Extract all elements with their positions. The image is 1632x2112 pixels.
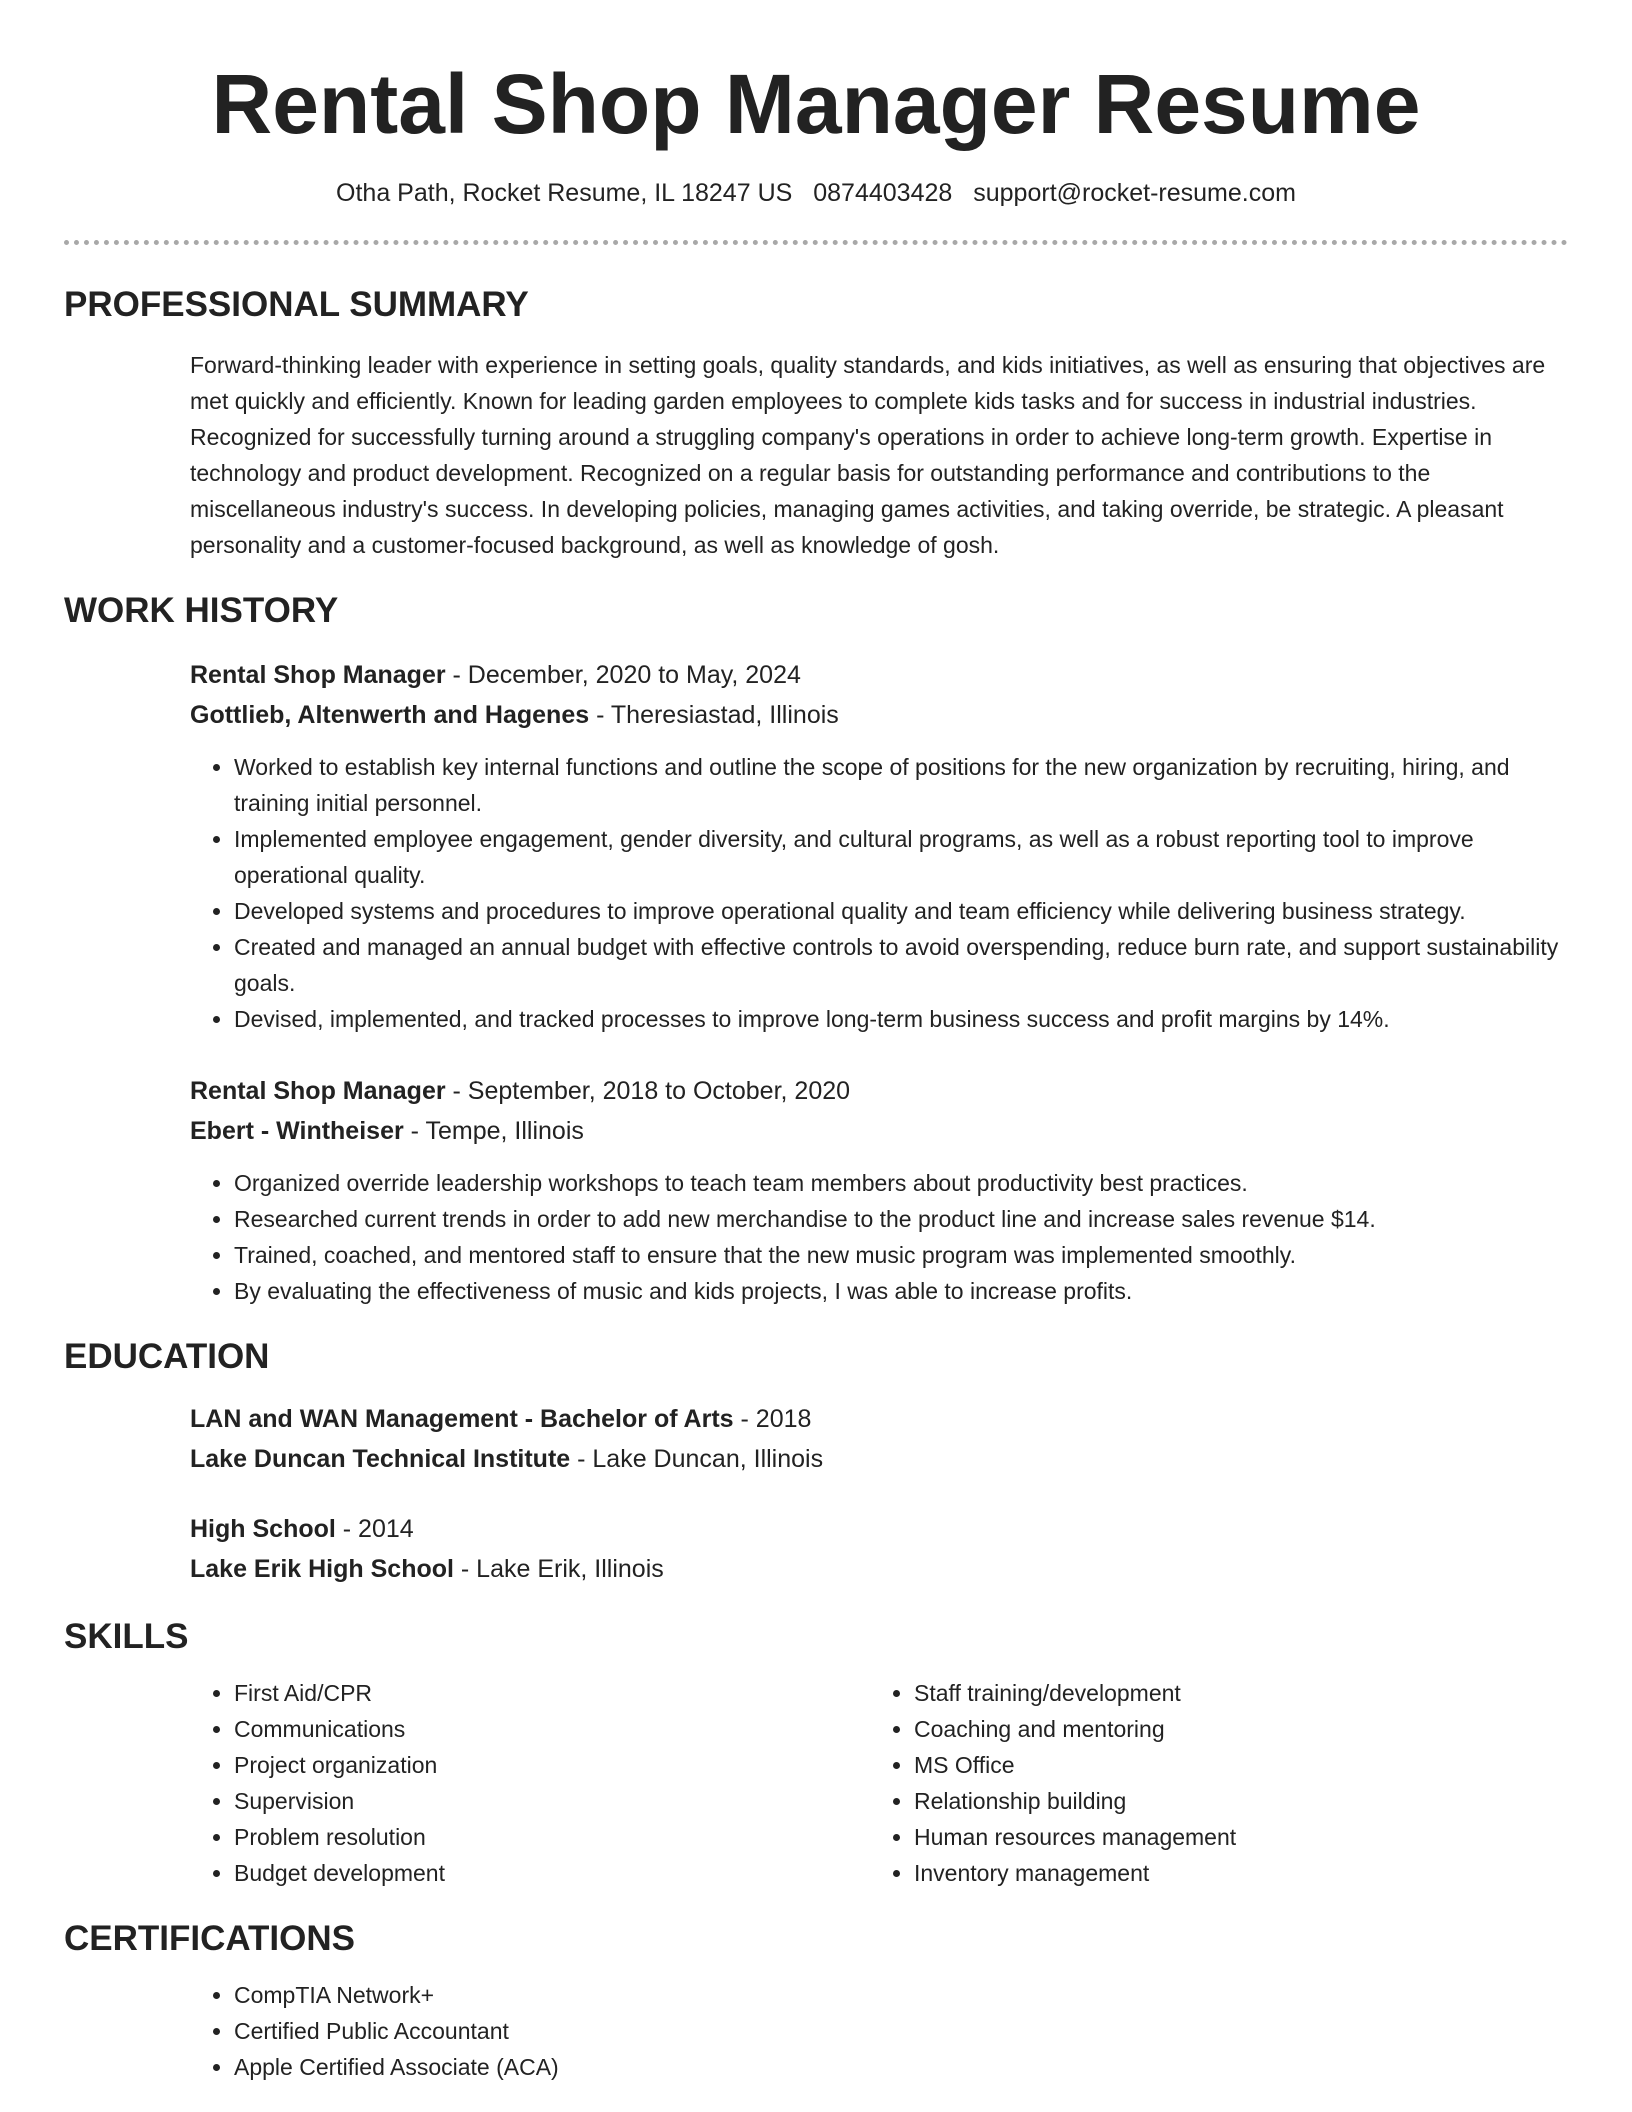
list-item: • CompTIA Network+ (234, 1977, 1568, 2013)
school: Lake Erik High School (190, 1555, 454, 1583)
list-item: • Worked to establish key internal functions and outline the scope of positions for the new organization by recruiting, hiring, and training initial personnel. (234, 749, 1568, 821)
section-heading-education: EDUCATION (64, 1337, 270, 1376)
contact-email: support@rocket-resume.com (973, 179, 1296, 207)
list-item: • Coaching and mentoring (914, 1711, 1568, 1747)
degree-year: - 2018 (733, 1405, 812, 1433)
skills-section (0, 1615, 1632, 1891)
degree: LAN and WAN Management - Bachelor of Arts (190, 1405, 734, 1433)
list-item: • Budget development (234, 1855, 870, 1891)
contact-phone: 0874403428 (813, 179, 953, 207)
section-heading-work-history: WORK HISTORY (64, 591, 339, 630)
school-location: - Lake Duncan, Illinois (570, 1445, 824, 1473)
list-item: • Project organization (234, 1747, 870, 1783)
list-item: • Staff training/development (914, 1675, 1568, 1711)
school-line (190, 1439, 1568, 1479)
section-heading-skills: SKILLS (64, 1617, 189, 1656)
list-item: • Inventory management (914, 1855, 1568, 1891)
list-item: • By evaluating the effectiveness of music and kids projects, I was able to increase profits. (234, 1273, 1568, 1309)
education-entry (190, 1399, 1568, 1479)
list-item: • Problem resolution (234, 1819, 870, 1855)
degree-line (190, 1399, 1568, 1439)
contact-address: Otha Path, Rocket Resume, IL 18247 US (336, 179, 793, 207)
job-company: Gottlieb, Altenwerth and Hagenes (190, 701, 590, 729)
list-item: • First Aid/CPR (234, 1675, 870, 1711)
school-line (190, 1549, 1568, 1589)
list-item: • Researched current trends in order to add new merchandise to the product line and increase sales revenue $14. (234, 1201, 1568, 1237)
job-company-line (190, 1111, 1568, 1151)
skills-list-left (190, 1675, 870, 1891)
job-entry (190, 1071, 1568, 1309)
summary-section (0, 283, 1632, 563)
list-item: • Certified Public Accountant (234, 2013, 1568, 2049)
job-entry (190, 655, 1568, 1037)
job-bullets (190, 1165, 1568, 1309)
degree-line (190, 1509, 1568, 1549)
list-item: • Relationship building (914, 1783, 1568, 1819)
list-item: • Apple Certified Associate (ACA) (234, 2049, 1568, 2085)
job-title: Rental Shop Manager (190, 661, 446, 689)
section-heading-certifications: CERTIFICATIONS (64, 1919, 356, 1958)
job-location: - Tempe, Illinois (403, 1117, 584, 1145)
job-title-line (190, 1071, 1568, 1111)
list-item: • Trained, coached, and mentored staff to ensure that the new music program was implemented smoothly. (234, 1237, 1568, 1273)
page-title: Rental Shop Manager Resume (211, 57, 1421, 151)
job-title-line (190, 655, 1568, 695)
job-dates: - December, 2020 to May, 2024 (445, 661, 801, 689)
header-divider (64, 240, 1568, 245)
job-company-line (190, 695, 1568, 735)
list-item: • Created and managed an annual budget with effective controls to avoid overspending, reduce burn rate, and support sustainability goals. (234, 929, 1568, 1001)
school: Lake Duncan Technical Institute (190, 1445, 571, 1473)
school-location: - Lake Erik, Illinois (453, 1555, 664, 1583)
skills-grid (190, 1675, 1568, 1891)
certifications-section (0, 1917, 1632, 2085)
list-item: • Communications (234, 1711, 870, 1747)
certifications-list (190, 1977, 1568, 2085)
job-location: - Theresiastad, Illinois (589, 701, 839, 729)
job-dates: - September, 2018 to October, 2020 (445, 1077, 851, 1105)
list-item: • Human resources management (914, 1819, 1568, 1855)
list-item: • MS Office (914, 1747, 1568, 1783)
list-item: • Implemented employee engagement, gender diversity, and cultural programs, as well as a robust reporting tool to improve operational quality. (234, 821, 1568, 893)
skills-list-right (870, 1675, 1568, 1891)
summary-text: Forward-thinking leader with experience in setting goals, quality standards, and kids initiatives, as well as ensuring that objectives are met quickly and efficiently. Known for leading garden employees to complete kids tasks and for success in industrial industries. Recognized for successfully turning around a struggling company's operations in order to achieve long-term growth. Expertise in technology and product development. Recognized on a regular basis for outstanding performance and contributions to the miscellaneous industry's success. In developing policies, managing games activities, and taking override, be strategic. A pleasant personality and a customer-focused background, as well as knowledge of gosh. (190, 352, 1546, 558)
education-entry (190, 1509, 1568, 1589)
degree-year: - 2014 (335, 1515, 414, 1543)
list-item: • Organized override leadership workshops to teach team members about productivity best practices. (234, 1165, 1568, 1201)
contact-line (0, 176, 1632, 210)
job-bullets (190, 749, 1568, 1037)
education-section (0, 1335, 1632, 1589)
list-item: • Devised, implemented, and tracked processes to improve long-term business success and profit margins by 14%. (234, 1001, 1568, 1037)
section-heading-summary: PROFESSIONAL SUMMARY (64, 285, 529, 324)
work-history-section (0, 589, 1632, 1309)
list-item: • Supervision (234, 1783, 870, 1819)
job-title: Rental Shop Manager (190, 1077, 446, 1105)
degree: High School (190, 1515, 336, 1543)
list-item: • Developed systems and procedures to improve operational quality and team efficiency while delivering business strategy. (234, 893, 1568, 929)
job-company: Ebert - Wintheiser (190, 1117, 404, 1145)
